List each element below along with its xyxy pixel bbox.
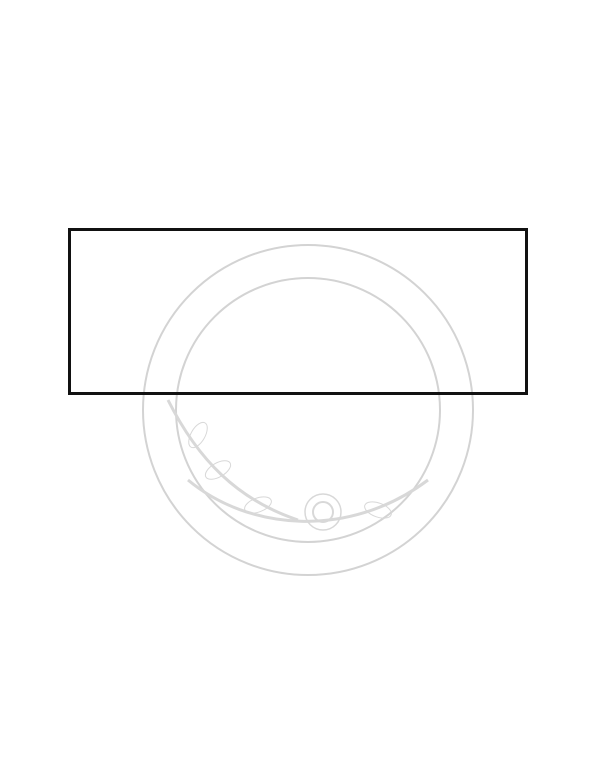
fruit-icons <box>71 231 525 392</box>
category-icons <box>100 618 540 670</box>
y-axis-label <box>54 465 94 595</box>
fruit-counting-block <box>68 228 528 395</box>
bar-chart <box>100 410 540 625</box>
